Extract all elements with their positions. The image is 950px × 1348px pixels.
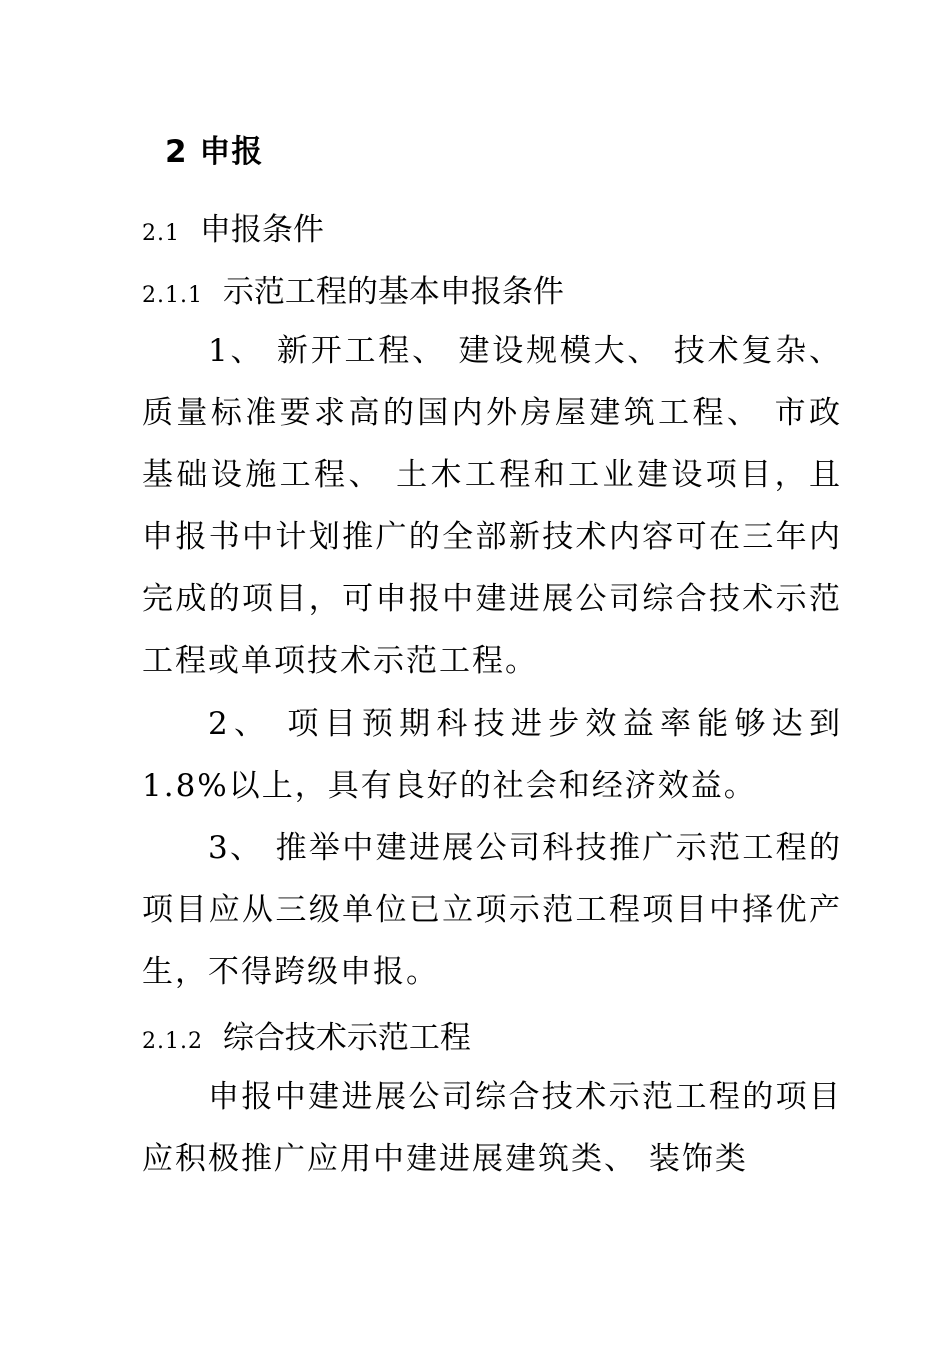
paragraph: 1、 新开工程、 建设规模大、 技术复杂、 质量标准要求高的国内外房屋建筑工程、 市政基础设施工程、 土木工程和工业建设项目，且申报书中计划推广的全部新技术内容可在三年内完成的项目，可申报中建进展公司综合技术示范工程或单项技术示范工程。 xyxy=(142,333,842,679)
section-heading xyxy=(165,126,263,171)
paragraph: 3、 推举中建进展公司科技推广示范工程的项目应从三级单位已立项示范工程项目中择优产生，不得跨级申报。 xyxy=(142,830,842,990)
sub-subsection-title: 示范工程的基本申报条件 xyxy=(222,274,564,310)
subsection-heading xyxy=(142,204,324,249)
sub-subsection-number: 2.1.2 xyxy=(142,1029,203,1054)
sub-subsection-heading xyxy=(142,1012,471,1057)
paragraph: 申报中建进展公司综合技术示范工程的项目应积极推广应用中建进展建筑类、 装饰类 xyxy=(142,1079,842,1177)
sub-subsection-number: 2.1.1 xyxy=(142,283,203,308)
subsection-title: 申报条件 xyxy=(199,212,324,248)
section-number: 2 xyxy=(165,134,188,170)
section-title: 申报 xyxy=(199,134,264,170)
sub-subsection-title: 综合技术示范工程 xyxy=(222,1020,471,1056)
subsection-number: 2.1 xyxy=(142,221,180,246)
sub-subsection-heading xyxy=(142,266,564,311)
paragraph: 2、 项目预期科技进步效益率能够达到1.8%以上，具有良好的社会和经济效益。 xyxy=(142,706,842,804)
